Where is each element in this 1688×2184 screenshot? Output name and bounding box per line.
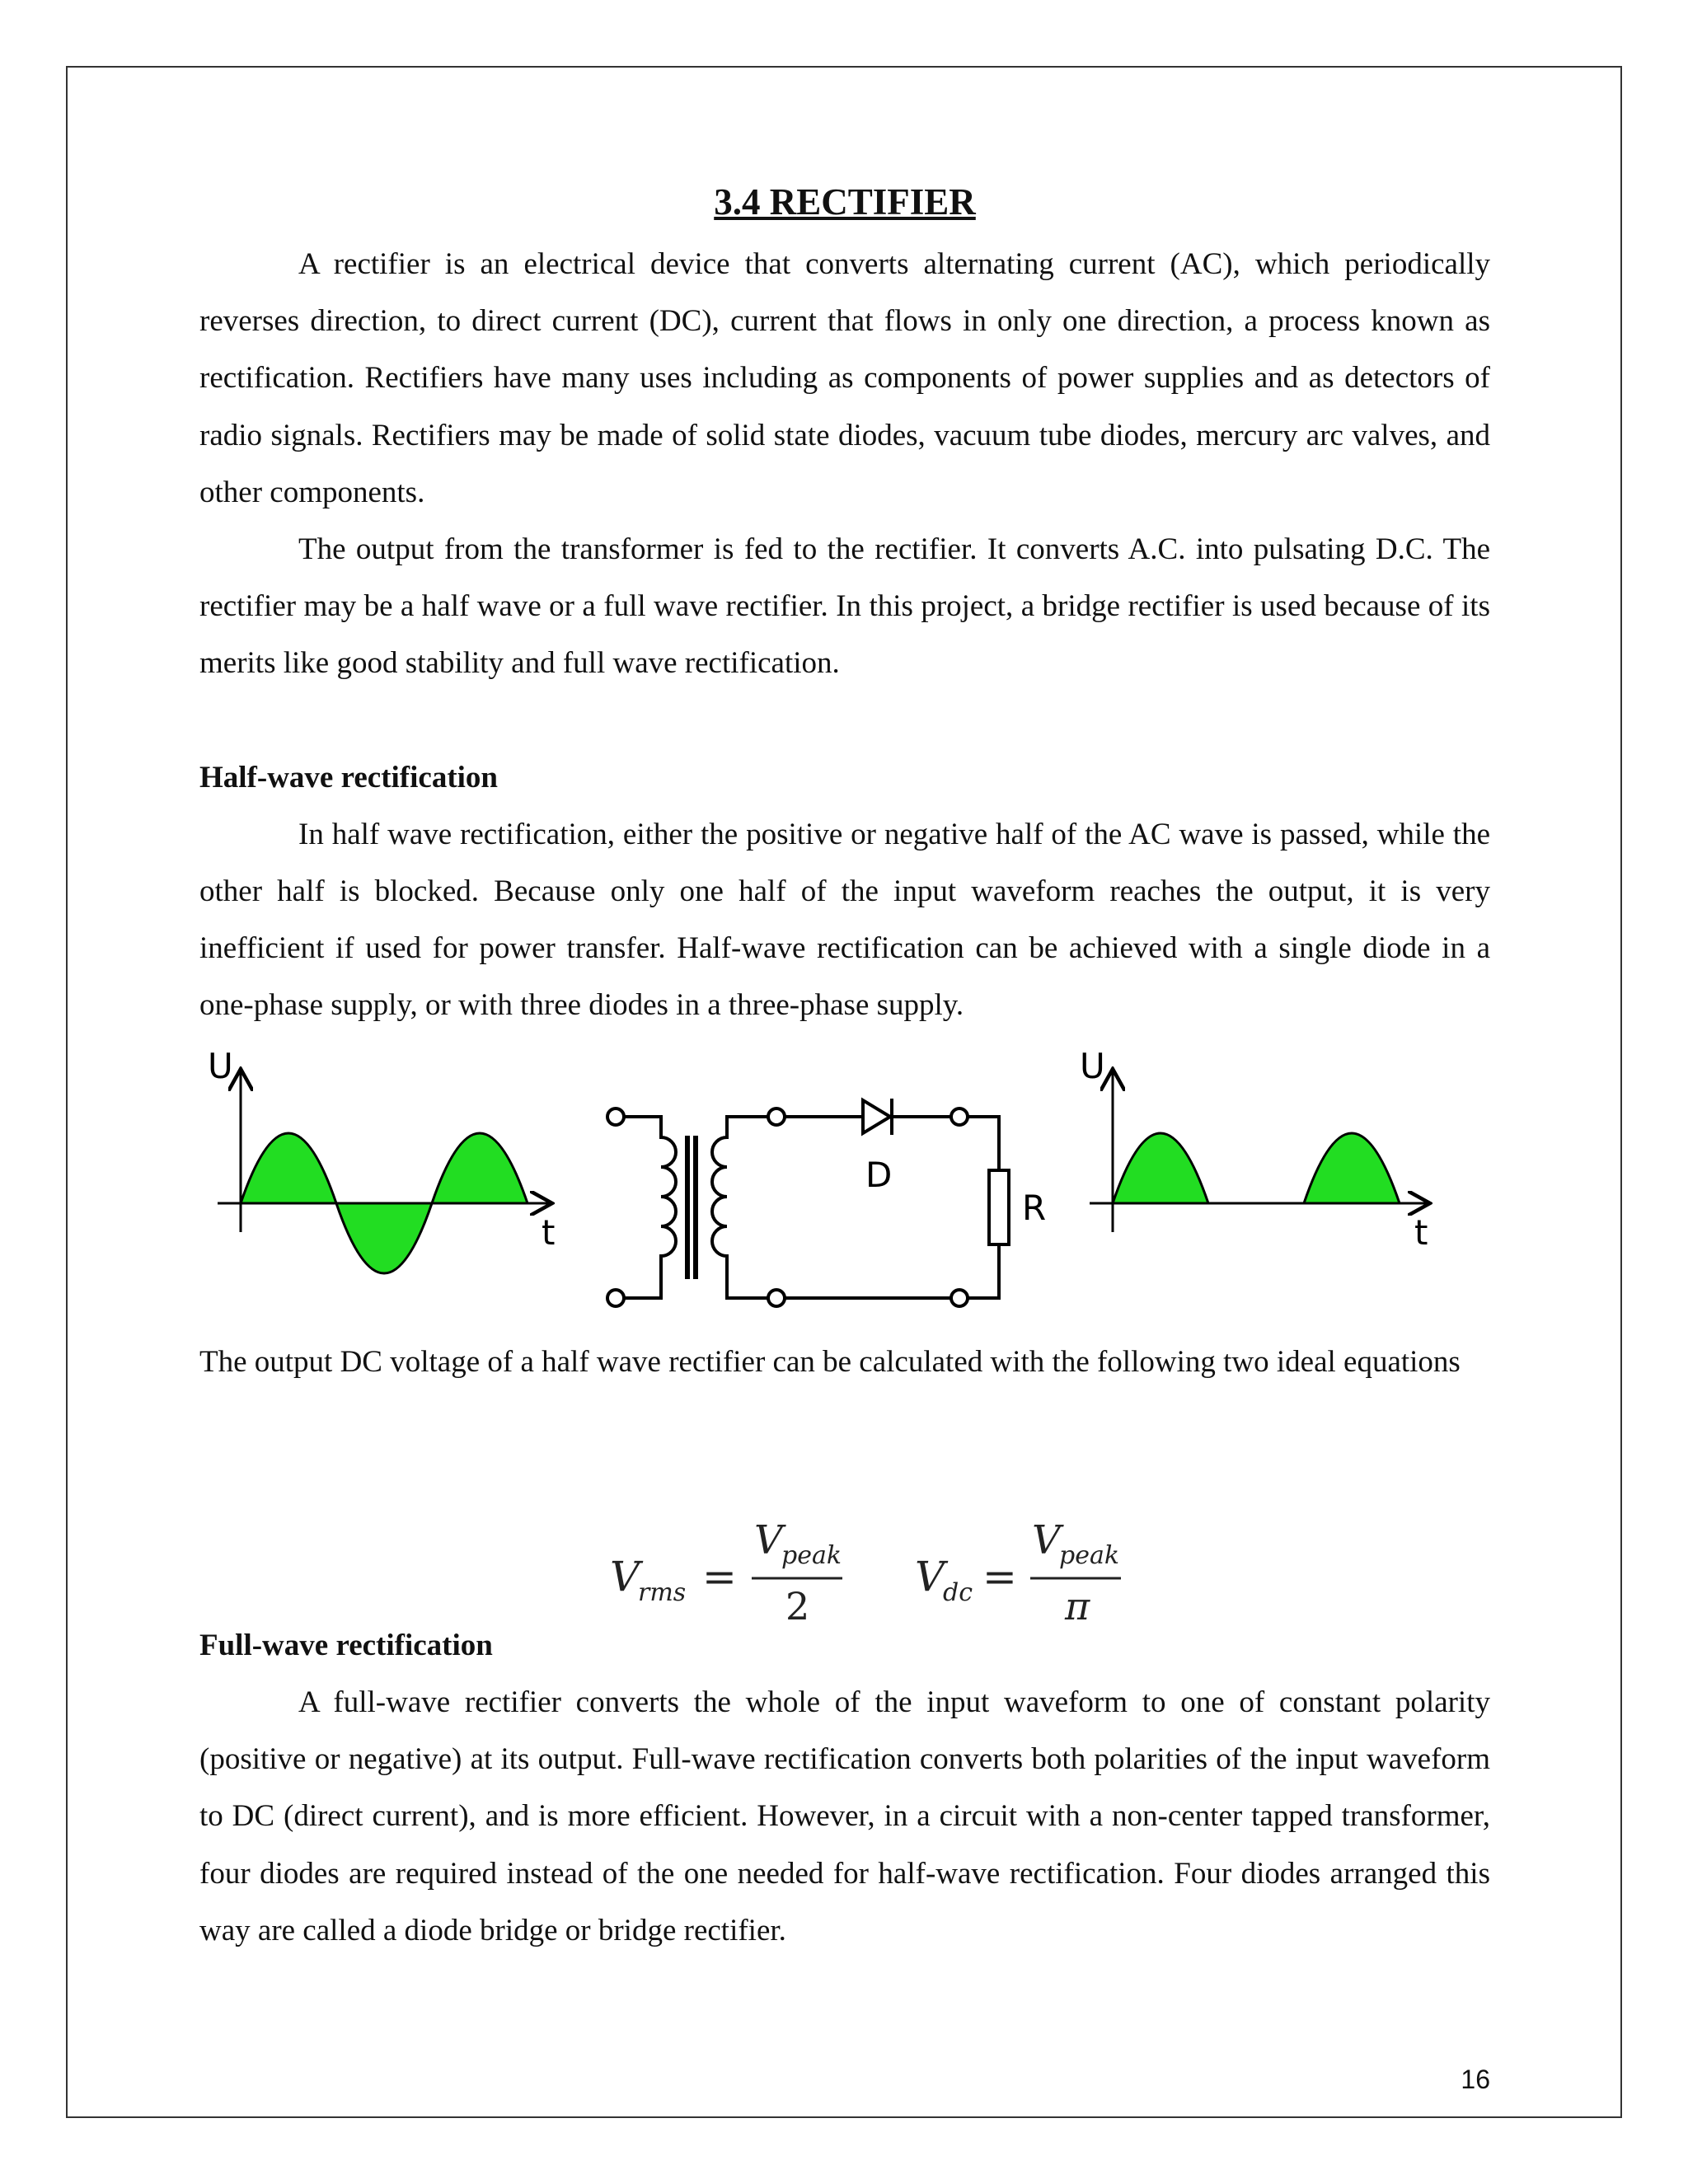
resistor-symbol [989,1170,1009,1244]
input-x-axis-label: t [542,1212,556,1253]
resistor-label: R [1022,1188,1047,1228]
vrms-num-base: V [754,1521,783,1563]
diode-symbol [863,1100,890,1133]
vrms-equals: = [702,1553,737,1601]
half-wave-rectifier-figure [199,1047,1490,1327]
wire-from-resistor [968,1244,999,1298]
diode-label: D [865,1155,893,1195]
rectifier-circuit [607,1099,1009,1306]
primary-winding [624,1117,676,1298]
half-wave-heading: Half-wave rectification [199,760,498,794]
section-title: 3.4 RECTIFIER [714,181,976,223]
document-body-continued [199,1333,1490,1390]
page-number: 16 [1461,2064,1490,2094]
full-wave-paragraph: A full-wave rectifier converts the whole of the input waveform to one of constant polarity (positive or negative) at its output. Full-wave rectification converts both polarities of the input waveform to DC (direct current), and is more efficient. However, in a circuit with a non-center tapped transformer, four diodes are required instead of the one needed for half-wave rectification. Four diodes arranged this way are called a diode bridge or bridge rectifier. [199,1685,1490,1947]
spacer [199,692,1490,749]
vdc-lhs-sub: dc [943,1578,973,1607]
input-positive-half-1 [241,1133,336,1203]
output-positive-half-1 [1113,1133,1208,1203]
intro-paragraph-1: A rectifier is an electrical device that converts alternating current (AC), which periodically reverses direction, to direct current (DC), current that flows in only one direction, a process known as rectification. Rectifiers have many uses including as components of power supplies and as detectors of radio signals. Rectifiers may be made of solid state diodes, vacuum tube diodes, mercury arc valves, and other components. [199,247,1490,509]
document-body-full-wave [199,1617,1490,1959]
output-x-axis-label: t [1414,1212,1428,1253]
input-terminal-bottom [607,1290,624,1306]
vrms-lhs-sub: rms [638,1578,687,1607]
document-body [199,173,1490,1033]
secondary-winding [712,1117,735,1298]
wire-to-resistor [968,1117,999,1170]
half-wave-equations [610,1521,1137,1628]
output-terminal-bottom [951,1290,968,1306]
vdc-lhs-base: V [915,1553,945,1601]
output-positive-half-2 [1304,1133,1400,1203]
vrms-lhs-base: V [610,1553,640,1601]
vdc-num-sub: peak [1059,1541,1120,1570]
input-terminal-top [607,1108,624,1125]
output-terminal-top [951,1108,968,1125]
output-y-axis-label: U [1080,1047,1105,1086]
vdc-num-base: V [1032,1521,1061,1563]
full-wave-heading: Full-wave rectification [199,1629,493,1662]
half-wave-paragraph: In half wave rectification, either the positive or negative half of the AC wave is passed, while the other half is blocked. Because only one half of the input waveform reaches the output, it is very inefficient if used for power transfer. Half-wave rectification can be achieved with a single diode in a one-phase supply, or with three diodes in a three-phase supply. [199,817,1490,1023]
input-waveform-graph [208,1047,555,1273]
vdc-equals: = [982,1553,1017,1601]
vrms-num-sub: peak [781,1541,842,1570]
node-top-left [768,1108,785,1125]
intro-paragraph-2: The output from the transformer is fed to the rectifier. It converts A.C. into pulsating D.C. The rectifier may be a half wave or a full wave rectifier. In this project, a bridge rectifier is used because of its merits like good stability and full wave rectification. [199,532,1490,681]
half-wave-output-paragraph: The output DC voltage of a half wave rectifier can be calculated with the following two ideal equations [199,1345,1461,1379]
input-negative-half [336,1203,432,1273]
node-bottom-left [768,1290,785,1306]
vrms-denominator: 2 [785,1584,810,1628]
output-waveform-graph [1080,1047,1428,1253]
vdc-denominator: π [1065,1584,1090,1628]
input-positive-half-2 [432,1133,528,1203]
input-y-axis-label: U [208,1047,233,1086]
